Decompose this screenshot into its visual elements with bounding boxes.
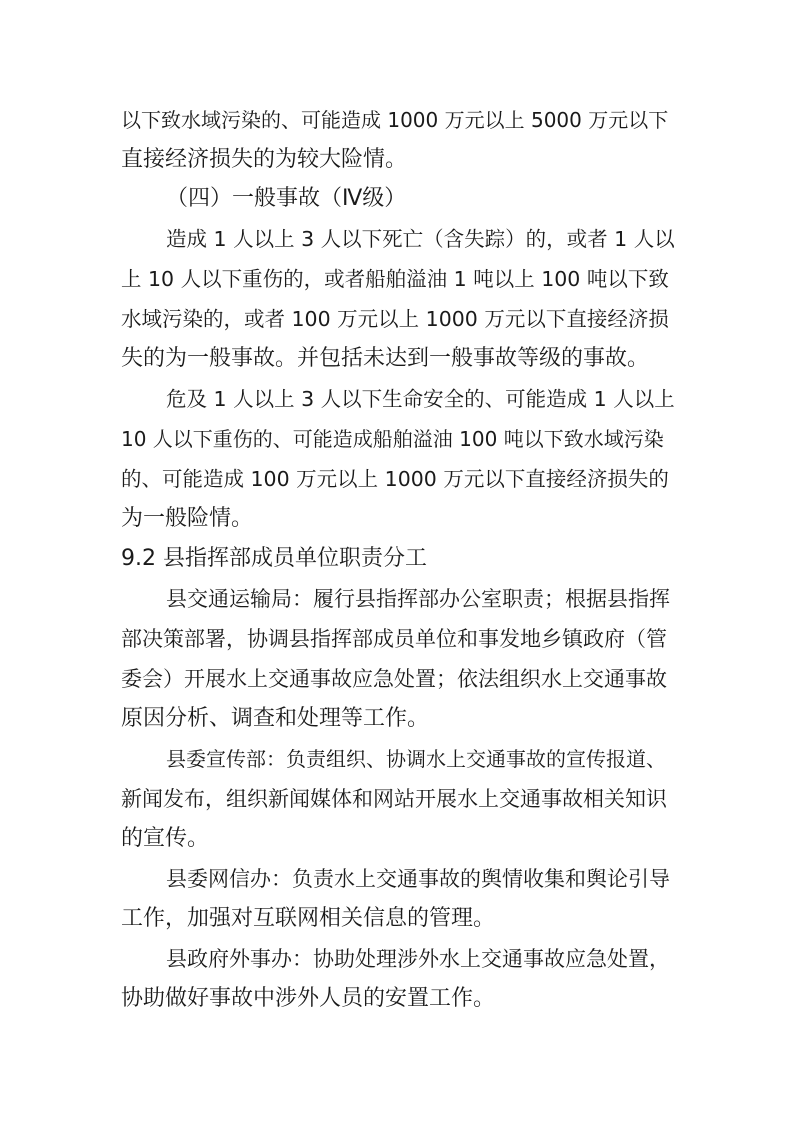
text-line: 协助做好事故中涉外人员的安置工作。 bbox=[121, 986, 496, 1011]
text-line: 部决策部署，协调县指挥部成员单位和事发地乡镇政府（管 bbox=[121, 627, 667, 651]
text-line: 上 10 人以下重伤的，或者船舶溢油 1 吨以上 100 吨以下致 bbox=[121, 267, 669, 291]
text-line: 危及 1 人以上 3 人以下生命安全的、可能造成 1 人以上 bbox=[166, 387, 675, 411]
text-line: 委会）开展水上交通事故应急处置；依法组织水上交通事故 bbox=[121, 667, 667, 691]
text-line: 新闻发布，组织新闻媒体和网站开展水上交通事故相关知识 bbox=[121, 787, 667, 811]
text-line: 县委网信办：负责水上交通事故的舆情收集和舆论引导 bbox=[166, 867, 670, 891]
text-line: 为一般险情。 bbox=[121, 506, 254, 531]
section-heading: 9.2 县指挥部成员单位职责分工 bbox=[121, 546, 427, 571]
text-line: 的宣传。 bbox=[121, 826, 210, 851]
text-line: 造成 1 人以上 3 人以下死亡（含失踪）的，或者 1 人以 bbox=[166, 227, 675, 251]
text-line: 原因分析、调查和处理等工作。 bbox=[121, 706, 430, 731]
text-line: 以下致水域污染的、可能造成 1000 万元以上 5000 万元以下 bbox=[121, 108, 669, 132]
section-heading: （四）一般事故（Ⅳ级） bbox=[166, 186, 407, 211]
text-line: 县委宣传部：负责组织、协调水上交通事故的宣传报道、 bbox=[166, 747, 666, 771]
text-line: 县政府外事办：协助处理涉外水上交通事故应急处置， bbox=[166, 947, 670, 971]
text-line: 的、可能造成 100 万元以上 1000 万元以下直接经济损失的 bbox=[121, 467, 669, 491]
text-line: 10 人以下重伤的、可能造成船舶溢油 100 吨以下致水域污染 bbox=[121, 427, 664, 451]
text-line: 水域污染的，或者 100 万元以上 1000 万元以下直接经济损 bbox=[121, 307, 669, 331]
text-line: 失的为一般事故。并包括未达到一般事故等级的事故。 bbox=[121, 346, 650, 371]
text-line: 县交通运输局：履行县指挥部办公室职责；根据县指挥 bbox=[166, 587, 670, 611]
text-line: 直接经济损失的为较大险情。 bbox=[121, 147, 408, 172]
text-line: 工作，加强对互联网相关信息的管理。 bbox=[121, 906, 496, 931]
